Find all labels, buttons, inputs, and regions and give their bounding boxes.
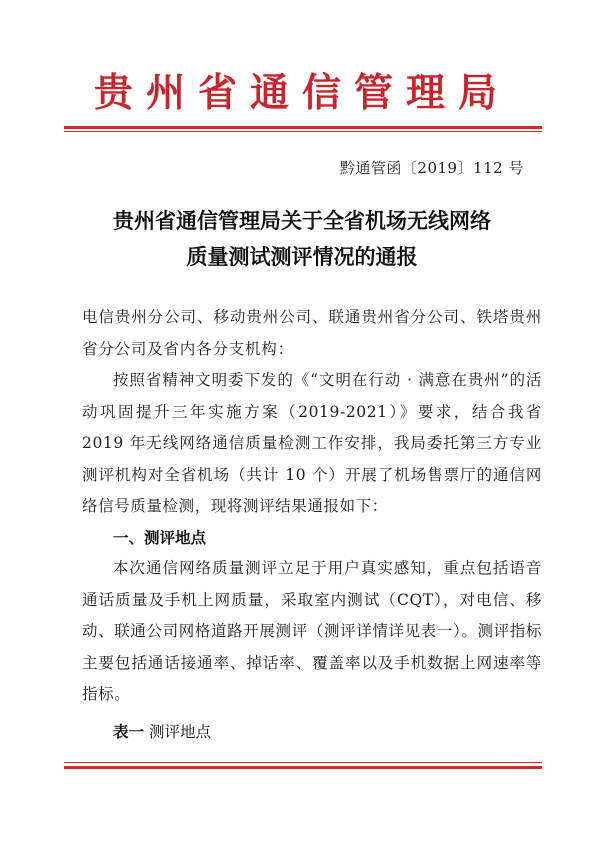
document-title-line-2: 质量测试测评情况的通报 — [186, 244, 418, 269]
section-heading-test-locations: 一、测评地点 — [113, 528, 207, 547]
footer-red-rule-thick — [64, 766, 542, 769]
table-caption-text: 测评地点 — [148, 723, 211, 741]
header-red-rule-thick — [64, 126, 542, 129]
intro-paragraph: 按照省精神文明委下发的《“文明在行动 · 满意在贵州”的活动巩固提升三年实施方案（2019-2021）》要求，结合我省 2019 年无线网络通信质量检测工作安排，我局委托第三方专业测评机构对全省机场（共计 10 个）开展了机场售票厅的通信网络信号质量检测，现将测评结果通报如下： — [82, 371, 542, 515]
recipients-paragraph: 电信贵州分公司、移动贵州公司、联通贵州省分公司、铁塔贵州省分公司及省内各分支机构： — [82, 308, 542, 358]
table-caption — [113, 716, 211, 749]
header-red-rule-thin — [64, 131, 542, 132]
section-body-paragraph: 本次通信网络质量测评立足于用户真实感知，重点包括语音通话质量及手机上网质量，采取室内测试（CQT），对电信、移动、联通公司网格道路开展测评（测评详情详见表一）。测评指标主要包括通话接通率、掉话率、覆盖率以及手机数据上网速率等指标。 — [82, 559, 542, 703]
table-caption-label: 表一 — [113, 722, 145, 741]
footer-red-rule-thin — [64, 762, 542, 763]
document-number: 黔通管函〔2019〕112 号 — [339, 159, 524, 177]
organization-header: 贵州省通信管理局 — [93, 70, 510, 116]
document-title-line-1: 贵州省通信管理局关于全省机场无线网络 — [113, 208, 491, 233]
